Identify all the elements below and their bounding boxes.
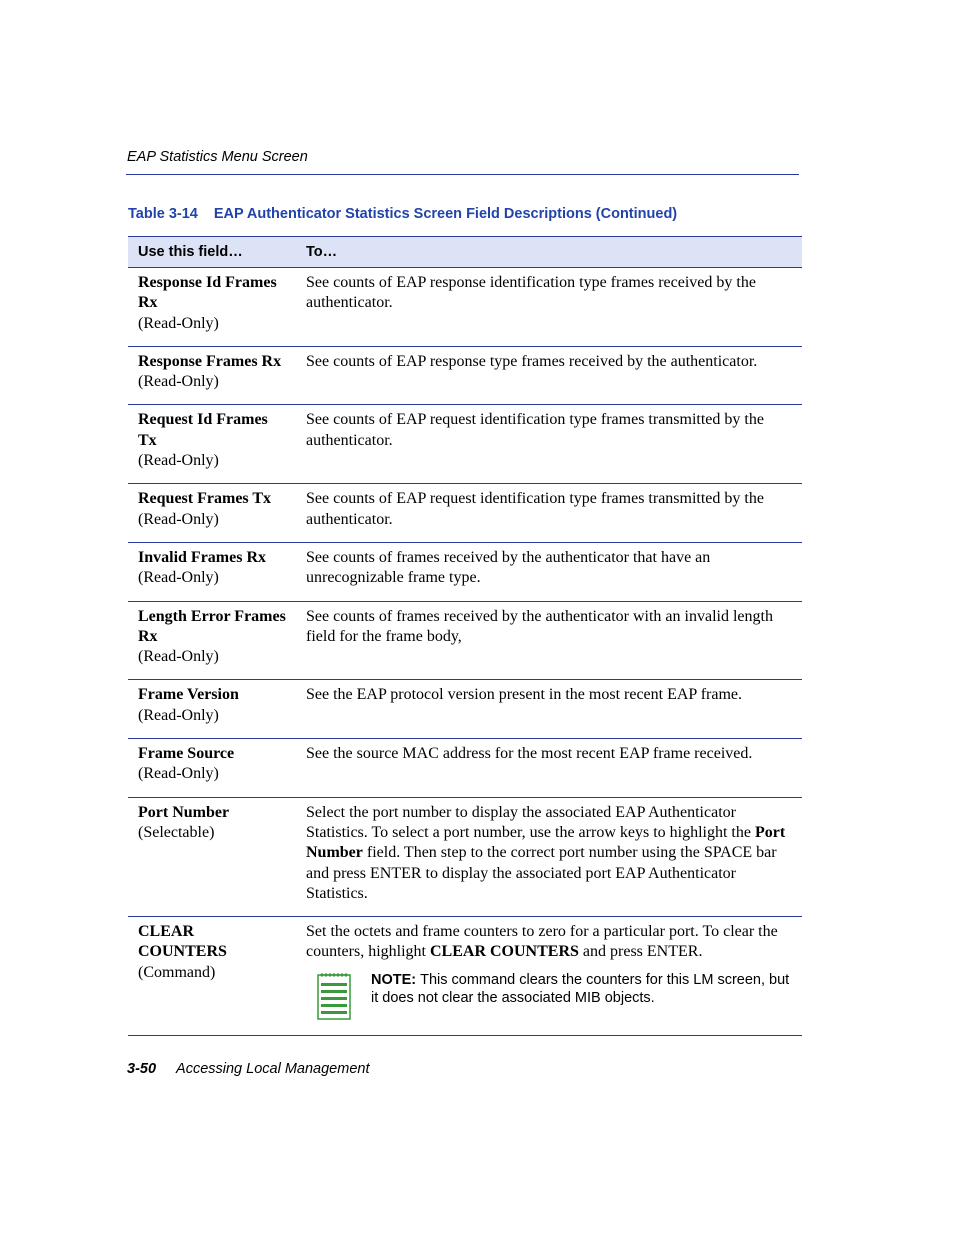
field-mode: (Read-Only) <box>138 569 219 587</box>
field-descriptions-table <box>128 236 802 1036</box>
field-mode: (Selectable) <box>138 823 215 841</box>
field-cell <box>128 601 296 680</box>
field-mode: (Command) <box>138 963 216 981</box>
table-caption <box>128 206 677 222</box>
description-cell: See counts of EAP request identification type frames transmitted by the authenticator. <box>296 484 802 543</box>
table-number: Table 3-14 <box>128 206 198 222</box>
table-row <box>128 917 802 1036</box>
field-name: Invalid Frames Rx <box>138 548 266 566</box>
field-name: Length Error Frames Rx <box>138 607 286 645</box>
field-mode: (Read-Only) <box>138 452 219 470</box>
field-cell <box>128 680 296 739</box>
table-row <box>128 268 802 347</box>
description-emphasis: CLEAR COUNTERS <box>429 943 579 961</box>
description-text: Select the port number to display the associated EAP Authenticator Statistics. To select a port number, use the arrow keys to highlight the <box>306 803 755 841</box>
field-name: Request Id Frames Tx <box>138 411 268 449</box>
note-text: This command clears the counters for this LM screen, but it does not clear the associated MIB objects. <box>371 971 790 1006</box>
description-text: field. Then step to the correct port number using the SPACE bar and press ENTER to display the associated port EAP Authenticator Statistics. <box>306 844 777 902</box>
table-header-row <box>128 237 802 268</box>
footer-title: Accessing Local Management <box>176 1061 370 1077</box>
description-text: Set the octets and frame counters to zero for a particular port. To clear the counters, highlight <box>306 923 778 961</box>
note-label: NOTE: <box>371 971 417 988</box>
table-row <box>128 484 802 543</box>
table-row <box>128 542 802 601</box>
field-mode: (Read-Only) <box>138 314 219 332</box>
field-name: Port Number <box>138 803 230 821</box>
field-cell <box>128 797 296 916</box>
field-name: Frame Source <box>138 745 235 763</box>
field-mode: (Read-Only) <box>138 648 219 666</box>
description-cell: See counts of frames received by the authenticator that have an unrecognizable frame type. <box>296 542 802 601</box>
description-cell: See counts of frames received by the authenticator with an invalid length field for the frame body, <box>296 601 802 680</box>
description-cell: See the source MAC address for the most recent EAP frame received. <box>296 739 802 798</box>
field-name: Response Id Frames Rx <box>138 274 277 312</box>
field-name: CLEAR COUNTERS <box>138 923 227 961</box>
field-mode: (Read-Only) <box>138 765 219 783</box>
description-cell: See counts of EAP response type frames received by the authenticator. <box>296 346 802 405</box>
notepad-icon <box>316 971 352 1021</box>
column-header-to: To… <box>296 237 802 268</box>
field-name: Request Frames Tx <box>138 490 272 508</box>
field-name: Frame Version <box>138 686 239 704</box>
note-box <box>306 971 796 1023</box>
field-mode: (Read-Only) <box>138 706 219 724</box>
field-cell <box>128 346 296 405</box>
table-row <box>128 346 802 405</box>
description-cell <box>296 917 802 1036</box>
column-header-field: Use this field… <box>128 237 296 268</box>
table-row <box>128 797 802 916</box>
page-footer <box>127 1061 369 1077</box>
table-row <box>128 680 802 739</box>
table-row <box>128 739 802 798</box>
table-row <box>128 405 802 484</box>
table-title: EAP Authenticator Statistics Screen Field Descriptions (Continued) <box>213 206 678 222</box>
description-cell: See counts of EAP response identification type frames received by the authenticator. <box>296 268 802 347</box>
field-cell <box>128 739 296 798</box>
table-row <box>128 601 802 680</box>
field-mode: (Read-Only) <box>138 510 219 528</box>
description-cell <box>296 797 802 916</box>
description-emphasis: Port Number <box>306 823 786 862</box>
field-cell <box>128 542 296 601</box>
field-cell <box>128 917 296 1036</box>
description-cell: See the EAP protocol version present in the most recent EAP frame. <box>296 680 802 739</box>
field-cell <box>128 268 296 347</box>
page-number: 3-50 <box>127 1061 157 1077</box>
running-header: EAP Statistics Menu Screen <box>127 149 308 165</box>
field-mode: (Read-Only) <box>138 373 219 391</box>
description-text: and press ENTER. <box>578 943 703 961</box>
description-cell: See counts of EAP request identification type frames transmitted by the authenticator. <box>296 405 802 484</box>
field-cell <box>128 405 296 484</box>
field-cell <box>128 484 296 543</box>
header-rule <box>126 174 799 175</box>
field-name: Response Frames Rx <box>138 352 282 370</box>
